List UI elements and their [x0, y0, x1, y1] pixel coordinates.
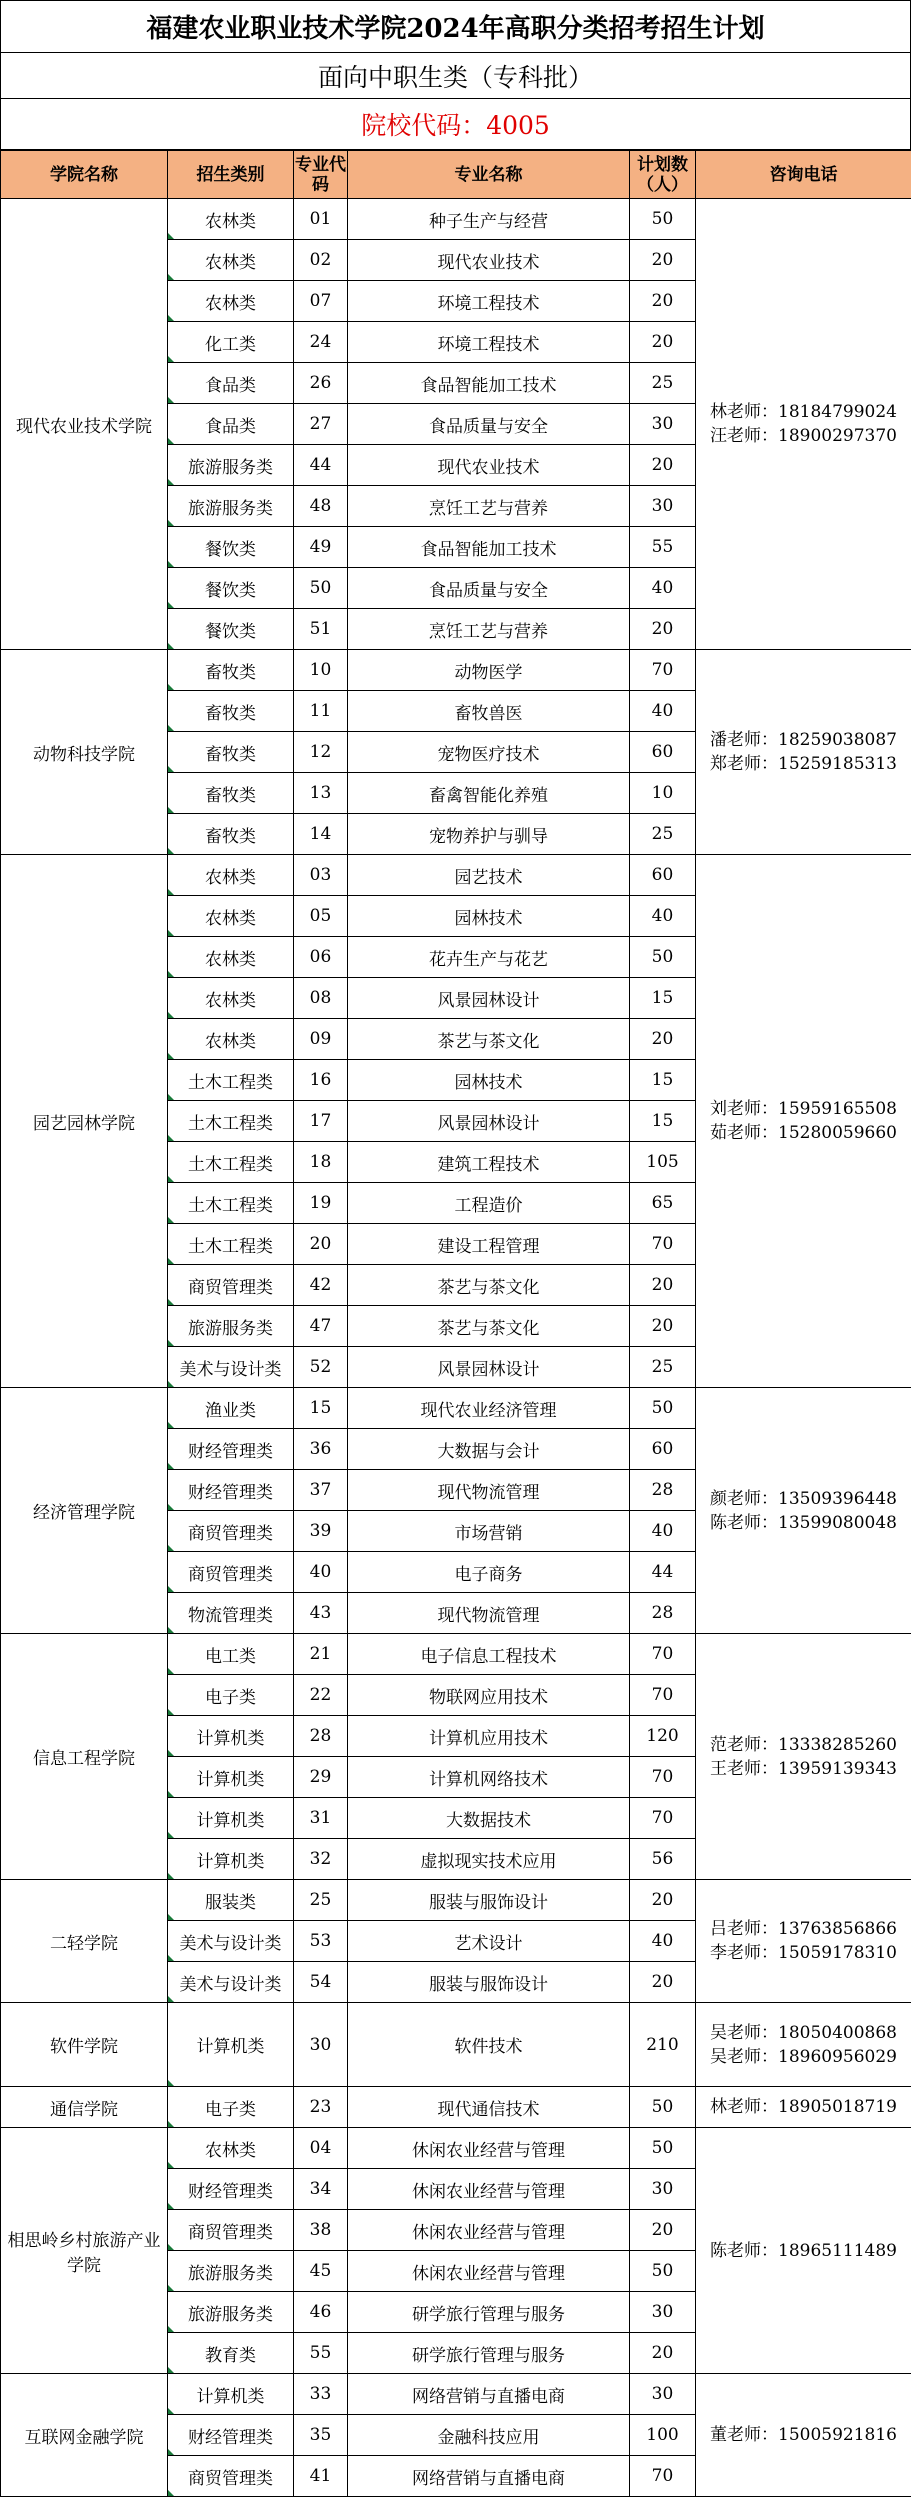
contact-phone: 吴老师：18960956029 [710, 2046, 897, 2067]
major-code-cell: 50 [294, 568, 348, 609]
plan-count-cell: 30 [630, 2374, 696, 2415]
major-name-cell: 计算机网络技术 [348, 1757, 630, 1798]
major-code-cell: 26 [294, 363, 348, 404]
category-cell: 商贸管理类 [168, 2210, 294, 2251]
contact-phone: 董老师：15005921816 [710, 2425, 897, 2445]
category-cell: 食品类 [168, 363, 294, 404]
category-cell: 农林类 [168, 978, 294, 1019]
plan-count-cell: 60 [630, 732, 696, 773]
major-code-cell: 29 [294, 1757, 348, 1798]
major-name-cell: 计算机应用技术 [348, 1716, 630, 1757]
major-code-cell: 17 [294, 1101, 348, 1142]
plan-count-cell: 105 [630, 1142, 696, 1183]
major-name-cell: 现代农业经济管理 [348, 1388, 630, 1429]
plan-count-cell: 25 [630, 1347, 696, 1388]
table-row [1, 2087, 911, 2128]
table-row [1, 1634, 911, 1675]
major-code-cell: 33 [294, 2374, 348, 2415]
major-name-cell: 食品质量与安全 [348, 568, 630, 609]
major-name-cell: 金融科技应用 [348, 2415, 630, 2456]
plan-count-cell: 40 [630, 896, 696, 937]
plan-count-cell: 30 [630, 2169, 696, 2210]
college-name: 信息工程学院 [1, 1634, 168, 1880]
header-phone: 咨询电话 [696, 151, 911, 199]
major-name-cell: 现代物流管理 [348, 1593, 630, 1634]
category-cell: 物流管理类 [168, 1593, 294, 1634]
category-cell: 化工类 [168, 322, 294, 363]
major-code-cell: 09 [294, 1019, 348, 1060]
category-cell: 商贸管理类 [168, 1265, 294, 1306]
category-cell: 教育类 [168, 2333, 294, 2374]
major-code-cell: 20 [294, 1224, 348, 1265]
category-cell: 土木工程类 [168, 1142, 294, 1183]
plan-count-cell: 20 [630, 2333, 696, 2374]
college-name: 现代农业技术学院 [1, 199, 168, 650]
major-code-cell: 53 [294, 1921, 348, 1962]
plan-count-cell: 40 [630, 691, 696, 732]
plan-count-cell: 20 [630, 1265, 696, 1306]
plan-count-cell: 50 [630, 1388, 696, 1429]
category-cell: 计算机类 [168, 1757, 294, 1798]
contact-phone-cell [696, 199, 911, 650]
contact-phone-cell [696, 855, 911, 1388]
table-row [1, 1388, 911, 1429]
major-name-cell: 研学旅行管理与服务 [348, 2333, 630, 2374]
category-cell: 土木工程类 [168, 1060, 294, 1101]
major-name-cell: 种子生产与经营 [348, 199, 630, 240]
table-row [1, 855, 911, 896]
plan-count-cell: 50 [630, 199, 696, 240]
major-code-cell: 16 [294, 1060, 348, 1101]
table-row [1, 1880, 911, 1921]
major-name-cell: 电子信息工程技术 [348, 1634, 630, 1675]
plan-count-cell: 70 [630, 1757, 696, 1798]
major-code-cell: 13 [294, 773, 348, 814]
contact-phone: 范老师：13338285260 [710, 1734, 897, 1755]
college-name: 互联网金融学院 [1, 2374, 168, 2497]
major-name-cell: 研学旅行管理与服务 [348, 2292, 630, 2333]
category-cell: 计算机类 [168, 2374, 294, 2415]
contact-phone: 陈老师：18965111489 [710, 2240, 897, 2261]
page-title: 福建农业职业技术学院2024年高职分类招考招生计划 [0, 0, 911, 52]
major-name-cell: 休闲农业经营与管理 [348, 2169, 630, 2210]
major-code-cell: 34 [294, 2169, 348, 2210]
major-name-cell: 大数据技术 [348, 1798, 630, 1839]
table-row [1, 199, 911, 240]
plan-count-cell: 65 [630, 1183, 696, 1224]
page-subtitle: 面向中职生类（专科批） [0, 52, 911, 98]
major-name-cell: 风景园林设计 [348, 978, 630, 1019]
major-name-cell: 现代农业技术 [348, 240, 630, 281]
major-code-cell: 36 [294, 1429, 348, 1470]
category-cell: 农林类 [168, 281, 294, 322]
contact-phone: 刘老师：15959165508 [710, 1099, 897, 1119]
major-name-cell: 宠物养护与驯导 [348, 814, 630, 855]
table-row [1, 2128, 911, 2169]
table-row [1, 650, 911, 691]
category-cell: 旅游服务类 [168, 2251, 294, 2292]
major-code-cell: 31 [294, 1798, 348, 1839]
category-cell: 农林类 [168, 240, 294, 281]
major-name-cell: 烹饪工艺与营养 [348, 609, 630, 650]
major-name-cell: 软件技术 [348, 2003, 630, 2087]
college-name: 通信学院 [1, 2087, 168, 2128]
contact-phone-cell [696, 650, 911, 855]
plan-count-cell: 100 [630, 2415, 696, 2456]
plan-count-cell: 55 [630, 527, 696, 568]
category-cell: 农林类 [168, 1019, 294, 1060]
major-name-cell: 食品质量与安全 [348, 404, 630, 445]
category-cell: 商贸管理类 [168, 1552, 294, 1593]
major-code-cell: 37 [294, 1470, 348, 1511]
major-name-cell: 大数据与会计 [348, 1429, 630, 1470]
major-code-cell: 11 [294, 691, 348, 732]
header-category: 招生类别 [168, 151, 294, 199]
table-header-row [1, 151, 911, 199]
major-code-cell: 10 [294, 650, 348, 691]
plan-count-cell: 44 [630, 1552, 696, 1593]
major-name-cell: 艺术设计 [348, 1921, 630, 1962]
enrollment-plan-table [0, 150, 911, 2497]
plan-count-cell: 10 [630, 773, 696, 814]
category-cell: 计算机类 [168, 2003, 294, 2087]
contact-phone-cell [696, 1634, 911, 1880]
major-name-cell: 畜牧兽医 [348, 691, 630, 732]
major-code-cell: 46 [294, 2292, 348, 2333]
major-code-cell: 35 [294, 2415, 348, 2456]
major-name-cell: 休闲农业经营与管理 [348, 2210, 630, 2251]
plan-count-cell: 15 [630, 1101, 696, 1142]
major-name-cell: 动物医学 [348, 650, 630, 691]
major-name-cell: 畜禽智能化养殖 [348, 773, 630, 814]
major-name-cell: 休闲农业经营与管理 [348, 2251, 630, 2292]
major-code-cell: 05 [294, 896, 348, 937]
major-name-cell: 宠物医疗技术 [348, 732, 630, 773]
major-code-cell: 54 [294, 1962, 348, 2003]
major-code-cell: 44 [294, 445, 348, 486]
contact-phone-cell [696, 1880, 911, 2003]
major-code-cell: 04 [294, 2128, 348, 2169]
major-code-cell: 22 [294, 1675, 348, 1716]
category-cell: 农林类 [168, 937, 294, 978]
table-row [1, 2374, 911, 2415]
plan-count-cell: 70 [630, 1675, 696, 1716]
plan-count-cell: 70 [630, 1798, 696, 1839]
category-cell: 畜牧类 [168, 814, 294, 855]
category-cell: 商贸管理类 [168, 2456, 294, 2497]
major-code-cell: 55 [294, 2333, 348, 2374]
major-code-cell: 03 [294, 855, 348, 896]
plan-count-cell: 20 [630, 445, 696, 486]
contact-phone-cell [696, 2374, 911, 2497]
plan-count-cell: 50 [630, 2251, 696, 2292]
category-cell: 电子类 [168, 1675, 294, 1716]
major-code-cell: 07 [294, 281, 348, 322]
category-cell: 食品类 [168, 404, 294, 445]
plan-count-cell: 70 [630, 2456, 696, 2497]
major-code-cell: 49 [294, 527, 348, 568]
major-name-cell: 园林技术 [348, 1060, 630, 1101]
plan-count-cell: 20 [630, 1962, 696, 2003]
college-name: 二轻学院 [1, 1880, 168, 2003]
category-cell: 土木工程类 [168, 1183, 294, 1224]
major-name-cell: 电子商务 [348, 1552, 630, 1593]
category-cell: 旅游服务类 [168, 2292, 294, 2333]
plan-count-cell: 56 [630, 1839, 696, 1880]
category-cell: 旅游服务类 [168, 1306, 294, 1347]
major-name-cell: 休闲农业经营与管理 [348, 2128, 630, 2169]
category-cell: 农林类 [168, 199, 294, 240]
major-code-cell: 38 [294, 2210, 348, 2251]
plan-count-cell: 40 [630, 568, 696, 609]
category-cell: 计算机类 [168, 1716, 294, 1757]
major-name-cell: 现代物流管理 [348, 1470, 630, 1511]
major-name-cell: 食品智能加工技术 [348, 527, 630, 568]
contact-phone: 林老师：18905018719 [710, 2097, 897, 2117]
plan-count-cell: 15 [630, 1060, 696, 1101]
major-name-cell: 茶艺与茶文化 [348, 1019, 630, 1060]
plan-count-cell: 50 [630, 2128, 696, 2169]
major-name-cell: 建设工程管理 [348, 1224, 630, 1265]
plan-count-cell: 50 [630, 2087, 696, 2128]
category-cell: 美术与设计类 [168, 1921, 294, 1962]
major-name-cell: 环境工程技术 [348, 322, 630, 363]
plan-count-cell: 20 [630, 609, 696, 650]
category-cell: 土木工程类 [168, 1101, 294, 1142]
major-code-cell: 39 [294, 1511, 348, 1552]
major-code-cell: 28 [294, 1716, 348, 1757]
major-code-cell: 06 [294, 937, 348, 978]
category-cell: 餐饮类 [168, 609, 294, 650]
category-cell: 餐饮类 [168, 568, 294, 609]
contact-phone: 颜老师：13509396448 [710, 1488, 897, 1509]
contact-phone: 陈老师：13599080048 [710, 1512, 897, 1533]
major-code-cell: 40 [294, 1552, 348, 1593]
contact-phone: 潘老师：18259038087 [710, 730, 897, 750]
contact-phone: 吕老师：13763856866 [710, 1919, 897, 1939]
category-cell: 畜牧类 [168, 691, 294, 732]
plan-count-cell: 30 [630, 404, 696, 445]
plan-count-cell: 25 [630, 814, 696, 855]
plan-count-cell: 210 [630, 2003, 696, 2087]
header-major: 专业名称 [348, 151, 630, 199]
category-cell: 畜牧类 [168, 732, 294, 773]
college-name: 经济管理学院 [1, 1388, 168, 1634]
major-code-cell: 23 [294, 2087, 348, 2128]
plan-count-cell: 30 [630, 2292, 696, 2333]
plan-count-cell: 20 [630, 281, 696, 322]
category-cell: 财经管理类 [168, 2169, 294, 2210]
major-name-cell: 园林技术 [348, 896, 630, 937]
college-name: 园艺园林学院 [1, 855, 168, 1388]
major-name-cell: 现代通信技术 [348, 2087, 630, 2128]
contact-phone: 林老师：18184799024 [710, 402, 897, 422]
plan-count-cell: 120 [630, 1716, 696, 1757]
major-name-cell: 建筑工程技术 [348, 1142, 630, 1183]
major-code-cell: 43 [294, 1593, 348, 1634]
category-cell: 电子类 [168, 2087, 294, 2128]
category-cell: 计算机类 [168, 1839, 294, 1880]
major-code-cell: 27 [294, 404, 348, 445]
major-name-cell: 风景园林设计 [348, 1101, 630, 1142]
category-cell: 美术与设计类 [168, 1347, 294, 1388]
contact-phone: 李老师：15059178310 [710, 1943, 897, 1963]
plan-count-cell: 40 [630, 1511, 696, 1552]
plan-count-cell: 20 [630, 2210, 696, 2251]
contact-phone: 茹老师：15280059660 [710, 1123, 897, 1143]
category-cell: 餐饮类 [168, 527, 294, 568]
major-code-cell: 25 [294, 1880, 348, 1921]
major-code-cell: 01 [294, 199, 348, 240]
major-name-cell: 烹饪工艺与营养 [348, 486, 630, 527]
plan-count-cell: 70 [630, 650, 696, 691]
category-cell: 旅游服务类 [168, 486, 294, 527]
category-cell: 畜牧类 [168, 773, 294, 814]
major-name-cell: 花卉生产与花艺 [348, 937, 630, 978]
major-code-cell: 42 [294, 1265, 348, 1306]
contact-phone: 郑老师：15259185313 [710, 754, 897, 774]
major-code-cell: 02 [294, 240, 348, 281]
contact-phone-cell [696, 2003, 911, 2087]
major-code-cell: 12 [294, 732, 348, 773]
plan-count-cell: 25 [630, 363, 696, 404]
table-row [1, 2003, 911, 2087]
major-name-cell: 现代农业技术 [348, 445, 630, 486]
plan-count-cell: 30 [630, 486, 696, 527]
category-cell: 计算机类 [168, 1798, 294, 1839]
major-code-cell: 08 [294, 978, 348, 1019]
category-cell: 农林类 [168, 896, 294, 937]
category-cell: 财经管理类 [168, 1470, 294, 1511]
major-name-cell: 服装与服饰设计 [348, 1962, 630, 2003]
header-code: 专业代码 [294, 151, 348, 199]
plan-count-cell: 70 [630, 1224, 696, 1265]
major-code-cell: 51 [294, 609, 348, 650]
major-name-cell: 服装与服饰设计 [348, 1880, 630, 1921]
category-cell: 财经管理类 [168, 2415, 294, 2456]
category-cell: 商贸管理类 [168, 1511, 294, 1552]
major-name-cell: 网络营销与直播电商 [348, 2456, 630, 2497]
major-code-cell: 45 [294, 2251, 348, 2292]
major-name-cell: 食品智能加工技术 [348, 363, 630, 404]
major-name-cell: 园艺技术 [348, 855, 630, 896]
major-name-cell: 茶艺与茶文化 [348, 1306, 630, 1347]
category-cell: 土木工程类 [168, 1224, 294, 1265]
major-name-cell: 风景园林设计 [348, 1347, 630, 1388]
major-code-cell: 47 [294, 1306, 348, 1347]
major-code-cell: 24 [294, 322, 348, 363]
category-cell: 财经管理类 [168, 1429, 294, 1470]
plan-count-cell: 60 [630, 1429, 696, 1470]
category-cell: 美术与设计类 [168, 1962, 294, 2003]
major-name-cell: 虚拟现实技术应用 [348, 1839, 630, 1880]
major-code-cell: 30 [294, 2003, 348, 2087]
major-code-cell: 21 [294, 1634, 348, 1675]
major-code-cell: 32 [294, 1839, 348, 1880]
college-name: 相思岭乡村旅游产业学院 [1, 2128, 168, 2374]
contact-phone: 王老师：13959139343 [710, 1758, 897, 1779]
category-cell: 服装类 [168, 1880, 294, 1921]
contact-phone-cell [696, 2087, 911, 2128]
table-body [1, 199, 911, 2497]
major-code-cell: 15 [294, 1388, 348, 1429]
plan-count-cell: 70 [630, 1634, 696, 1675]
contact-phone-cell [696, 1388, 911, 1634]
plan-count-cell: 15 [630, 978, 696, 1019]
major-name-cell: 茶艺与茶文化 [348, 1265, 630, 1306]
contact-phone-cell [696, 2128, 911, 2374]
college-name: 软件学院 [1, 2003, 168, 2087]
category-cell: 农林类 [168, 2128, 294, 2169]
plan-count-cell: 60 [630, 855, 696, 896]
school-code: 院校代码：4005 [0, 98, 911, 150]
major-code-cell: 52 [294, 1347, 348, 1388]
category-cell: 电工类 [168, 1634, 294, 1675]
major-name-cell: 物联网应用技术 [348, 1675, 630, 1716]
header-college: 学院名称 [1, 151, 168, 199]
major-code-cell: 18 [294, 1142, 348, 1183]
category-cell: 农林类 [168, 855, 294, 896]
major-name-cell: 工程造价 [348, 1183, 630, 1224]
major-code-cell: 48 [294, 486, 348, 527]
major-code-cell: 14 [294, 814, 348, 855]
plan-count-cell: 40 [630, 1921, 696, 1962]
college-name: 动物科技学院 [1, 650, 168, 855]
category-cell: 渔业类 [168, 1388, 294, 1429]
major-code-cell: 19 [294, 1183, 348, 1224]
major-code-cell: 41 [294, 2456, 348, 2497]
plan-count-cell: 20 [630, 1019, 696, 1060]
category-cell: 畜牧类 [168, 650, 294, 691]
plan-count-cell: 50 [630, 937, 696, 978]
contact-phone: 吴老师：18050400868 [710, 2022, 897, 2043]
plan-count-cell: 20 [630, 322, 696, 363]
plan-count-cell: 20 [630, 240, 696, 281]
plan-count-cell: 28 [630, 1593, 696, 1634]
major-name-cell: 网络营销与直播电商 [348, 2374, 630, 2415]
plan-count-cell: 20 [630, 1306, 696, 1347]
major-name-cell: 市场营销 [348, 1511, 630, 1552]
major-name-cell: 环境工程技术 [348, 281, 630, 322]
contact-phone: 汪老师：18900297370 [710, 426, 897, 446]
plan-count-cell: 20 [630, 1880, 696, 1921]
header-plan: 计划数（人） [630, 151, 696, 199]
category-cell: 旅游服务类 [168, 445, 294, 486]
plan-count-cell: 28 [630, 1470, 696, 1511]
